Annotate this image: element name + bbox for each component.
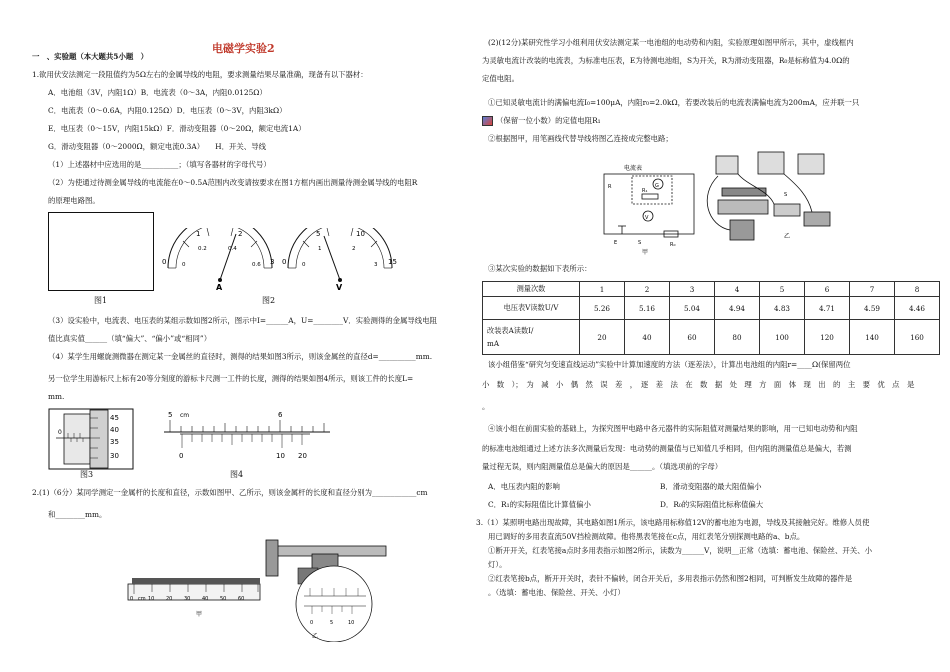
- svg-text:0: 0: [310, 620, 314, 626]
- circuit-yi: [707, 152, 830, 240]
- svg-text:6: 6: [278, 411, 283, 419]
- svg-text:0: 0: [162, 258, 167, 266]
- page-title: 电磁学实验2: [212, 42, 275, 55]
- svg-text:2: 2: [352, 246, 356, 252]
- svg-text:0: 0: [179, 452, 184, 460]
- svg-text:0.4: 0.4: [228, 246, 237, 252]
- q1-part2-line1: （2）为使通过待测金属导线的电流能在0～0.5A范围内改变请按要求在图1方框内画出测量待测金属导线的电阻R: [48, 178, 418, 187]
- r2-line6: ②根据图甲，用笔画线代替导线将图乙连接成完整电路；: [488, 134, 673, 143]
- svg-text:电流表: 电流表: [624, 165, 643, 172]
- circuit-jia: [604, 174, 694, 237]
- svg-text:S: S: [638, 240, 642, 246]
- figure-3-micrometer: [48, 408, 134, 470]
- r2-line9: 小 数 ）； 为 减 小 偶 然 误 差 ， 逐 差 法 在 数 据 处 理 方 面 体 现 出 的 主 要 优 点 是: [482, 380, 915, 389]
- svg-text:15: 15: [388, 258, 397, 266]
- q1-option-ef: E．电压表（0～15V，内阻15kΩ）F．滑动变阻器（0～20Ω，额定电流1A）: [48, 124, 306, 133]
- svg-text:3: 3: [374, 262, 378, 268]
- q1-option-cd: C．电流表（0～0.6A，内阻0.125Ω）D．电压表（0～3V，内阻3kΩ）: [48, 106, 287, 115]
- figure-q2-ruler-caliper: [126, 532, 426, 642]
- option-d: D．R₀的实际阻值比标称值偏大: [660, 500, 764, 509]
- svg-text:R: R: [608, 184, 612, 190]
- figure-1-caption: 图1: [94, 296, 108, 305]
- figure-2-meters: [160, 228, 400, 298]
- figure-3-caption: 图3: [80, 470, 94, 479]
- q3-line6: 。（选填：蓄电池、保险丝、开关、小灯）: [488, 588, 625, 597]
- q2-stem-line1: 2.(1)（6分）某同学测定一金属杆的长度和直径，示数如图甲、乙所示，则该金属杆的长度和直径分别为____________cm: [32, 488, 428, 497]
- q1-part4-line2: 另一位学生用游标尺上标有20等分刻度的游标卡尺测一工件的长度，测得的结果如图4所示，则该工件的长度L=: [48, 374, 414, 383]
- svg-text:0: 0: [130, 596, 134, 602]
- q1-part1: （1）上述器材中应选用的是__________；（填写各器材的字母代号）: [48, 160, 271, 169]
- figure-4-caption: 图4: [230, 470, 244, 479]
- svg-text:3: 3: [270, 258, 275, 266]
- q1-stem: 1.欲用伏安法测定一段阻值约为5Ω左右的金属导线的电阻，要求测量结果尽量准确，现备有以下器材：: [32, 70, 368, 79]
- ammeter-dial: [162, 228, 274, 292]
- svg-text:0: 0: [302, 262, 306, 268]
- svg-text:R₁: R₁: [642, 188, 648, 194]
- section-header: 一 、实验题（本大题共5小题 ）: [32, 52, 149, 61]
- image-icon: [482, 116, 493, 126]
- r2-line12: 的标准电池组通过上述方法多次测量后发现：电动势的测量值与已知值几乎相同，但内阻的测量值总是偏大，若测: [482, 444, 852, 453]
- svg-text:cm: cm: [138, 596, 146, 602]
- data-table: [482, 281, 940, 355]
- r2-line2: 为灵敏电流计改装的电流表，为标准电压表，E为待测电池组，S为开关，R为滑动变阻器，R₀是标称值为4.0Ω的: [482, 56, 850, 65]
- r2-line1: (2)(12分)某研究性学习小组利用伏安法测定某一电池组的电动势和内阻，实验原理如图甲所示，其中，虚线框内: [488, 38, 854, 47]
- svg-text:5: 5: [330, 620, 334, 626]
- svg-text:0.6: 0.6: [252, 262, 261, 268]
- svg-text:5: 5: [168, 411, 173, 419]
- q3-line2: 用已调好的多用表直流50V挡检测故障。他将黑表笔接在c点，用红表笔分别探测电路的a、b点。: [488, 532, 805, 541]
- svg-text:乙: 乙: [312, 633, 319, 640]
- svg-text:R₀: R₀: [670, 242, 676, 248]
- figure-circuit: [598, 146, 838, 256]
- option-a: A．电压表内阻的影响: [488, 482, 560, 491]
- option-b: B．滑动变阻器的最大阻值偏小: [660, 482, 762, 491]
- svg-text:A: A: [216, 283, 223, 292]
- svg-text:V: V: [645, 215, 649, 221]
- q1-option-gh: G．滑动变阻器（0～2000Ω，额定电流0.3A） H．开关、导线: [48, 142, 266, 151]
- svg-text:35: 35: [110, 438, 119, 446]
- svg-text:40: 40: [202, 596, 209, 602]
- svg-text:20: 20: [298, 452, 307, 460]
- svg-text:甲: 甲: [196, 611, 203, 618]
- r2-line7: ③某次实验的数据如下表所示：: [488, 264, 592, 273]
- svg-text:20: 20: [166, 596, 173, 602]
- q1-part3-line2: 值比真实值______（填“偏大”、“偏小”或“相同”）: [48, 334, 212, 343]
- table-row: 改装表A读数I/ mA 20 40 60 80 100 120 140 160: [483, 320, 940, 355]
- q1-option-ab: A．电池组（3V，内阻1Ω）B．电流表（0～3A，内阻0.0125Ω）: [48, 88, 267, 97]
- q3-line4: 灯）。: [488, 560, 507, 569]
- r2-line11: ④该小组在前面实验的基础上，为探究图甲电路中各元器件的实际阻值对测量结果的影响，用一已知电动势和内阻: [488, 424, 858, 433]
- svg-text:5: 5: [316, 230, 321, 238]
- svg-text:10: 10: [356, 230, 365, 238]
- svg-text:60: 60: [238, 596, 245, 602]
- svg-text:2: 2: [238, 230, 243, 238]
- q3-line3: ①断开开关，红表笔接a点时多用表指示如图2所示，读数为______V，说明__正常（选填：蓄电池、保险丝、开关、小: [488, 546, 872, 555]
- svg-text:1: 1: [196, 230, 201, 238]
- table-row: 测量次数 1 2 3 4 5 6 7 8: [483, 282, 940, 297]
- figure-1-box: [48, 212, 154, 291]
- option-c: C．R₁的实际阻值比计算值偏小: [488, 500, 591, 509]
- svg-text:50: 50: [220, 596, 227, 602]
- r2-line4: ①已知灵敏电流计的满偏电流I₀=100μA，内阻r₀=2.0kΩ，若要改装后的电流表满偏电流为200mA，应并联一只: [488, 98, 860, 107]
- r2-line3: 定值电阻。: [482, 74, 519, 83]
- q2-stem-line2: 和________mm。: [48, 510, 107, 519]
- svg-text:10: 10: [348, 620, 355, 626]
- svg-text:0.2: 0.2: [198, 246, 207, 252]
- svg-text:0: 0: [282, 258, 287, 266]
- svg-text:30: 30: [184, 596, 191, 602]
- svg-text:G: G: [655, 183, 659, 189]
- svg-text:乙: 乙: [784, 233, 791, 240]
- q1-part3-line1: （3）设实验中，电流表、电压表的某组示数如图2所示，图示中I=______A，U=________V．实验测得的金属导线电阻: [48, 316, 437, 325]
- voltmeter-dial: [282, 228, 397, 292]
- table-row: 电压表V读数U/V 5.26 5.16 5.04 4.94 4.83 4.71 4.59 4.46: [483, 297, 940, 320]
- r2-line5: （保留一位小数）的定值电阻R₁: [482, 116, 601, 126]
- caliper-yi: [266, 540, 386, 642]
- q1-part4-line3: mm.: [48, 392, 65, 401]
- svg-text:45: 45: [110, 414, 119, 422]
- svg-text:10: 10: [276, 452, 285, 460]
- svg-text:40: 40: [110, 426, 119, 434]
- svg-text:30: 30: [110, 452, 119, 460]
- svg-text:V: V: [336, 283, 343, 292]
- q1-part2-line2: 的原理电路图。: [48, 196, 100, 205]
- svg-text:10: 10: [148, 596, 155, 602]
- r2-line13: 量过程无误，则内阻测量值总是偏大的原因是______。（填选项前的字母）: [482, 462, 723, 471]
- r2-line8: 该小组借鉴“研究匀变速直线运动”实验中计算加速度的方法（逐差法），计算出电池组的内阻r=____Ω(保留两位: [488, 360, 851, 369]
- q3-line5: ②红表笔接b点，断开开关时，表针不偏转，闭合开关后，多用表指示仍然和图2相同，可判断发生故障的器件是: [488, 574, 853, 583]
- figure-2-caption: 图2: [262, 296, 276, 305]
- svg-text:E: E: [614, 240, 618, 246]
- r2-line10: 。: [482, 402, 490, 411]
- ruler-jia: [128, 578, 260, 618]
- svg-text:0: 0: [58, 429, 62, 436]
- svg-text:1: 1: [318, 246, 322, 252]
- figure-4-vernier: [160, 408, 332, 468]
- q1-part4-line1: （4）某学生用螺旋测微器在测定某一金属丝的直径时，测得的结果如图3所示，则该金属丝的直径d=__________mm.: [48, 352, 433, 361]
- svg-text:0: 0: [182, 262, 186, 268]
- svg-text:S: S: [784, 192, 788, 198]
- svg-text:甲: 甲: [642, 249, 649, 256]
- svg-text:cm: cm: [180, 412, 190, 419]
- q3-line1: 3.（1）某照明电路出现故障，其电路如图1所示，该电路用标称值12V的蓄电池为电源，导线及其接触完好。维修人员使: [476, 518, 870, 527]
